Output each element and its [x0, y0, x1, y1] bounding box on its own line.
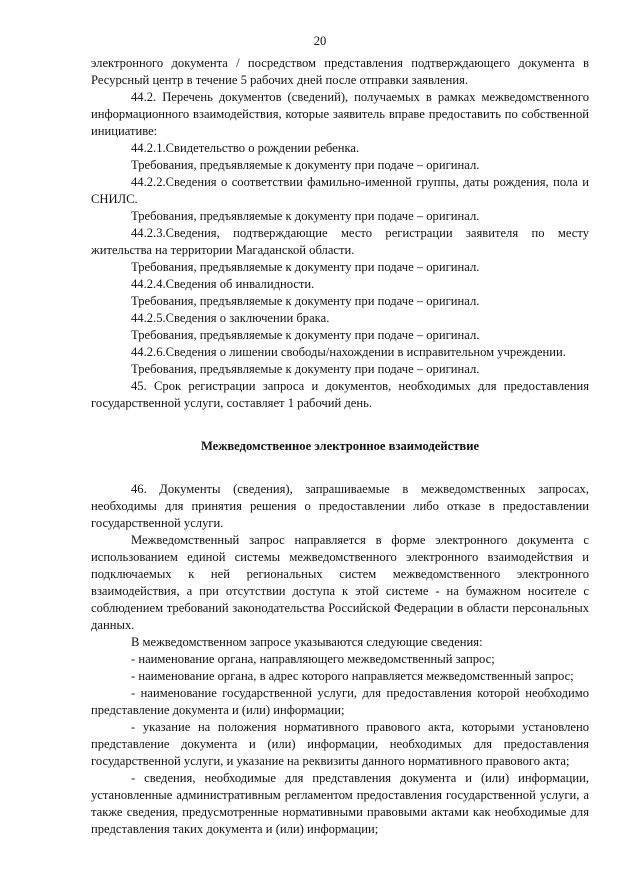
section-heading: Межведомственное электронное взаимодействие	[200, 439, 480, 453]
paragraph: 44.2.5.Сведения о заключении брака.	[131, 311, 330, 325]
paragraph: Требования, предъявляемые к документу при подаче – оригинал.	[131, 294, 480, 308]
paragraph: 44.2.4.Сведения об инвалидности.	[131, 277, 315, 291]
paragraph: 44.2. Перечень документов (сведений), получаемых в рамках межведомственного информационного взаимодействия, которые заявитель вправе предоставить по собственной инициативе:	[91, 90, 589, 138]
paragraph: 45. Срок регистрации запроса и документов, необходимых для предоставления государственной услуги, составляет 1 рабочий день.	[91, 379, 589, 410]
paragraph: 44.2.2.Сведения о соответствии фамильно-именной группы, даты рождения, пола и СНИЛС.	[91, 175, 589, 206]
paragraph: 44.2.6.Сведения о лишении свободы/нахождении в исправительном учреждении.	[131, 345, 566, 359]
paragraph: Требования, предъявляемые к документу при подаче – оригинал.	[131, 328, 480, 342]
page-number: 20	[313, 34, 327, 48]
paragraph: Требования, предъявляемые к документу при подаче – оригинал.	[131, 158, 480, 172]
paragraph: электронного документа / посредством представления подтверждающего документа в Ресурсный центр в течение 5 рабочих дней после отправки заявления.	[91, 56, 589, 87]
paragraph: 46. Документы (сведения), запрашиваемые в межведомственных запросах, необходимы для принятия решения о предоставлении либо отказе в предоставлении государственной услуги.	[91, 482, 589, 530]
paragraph: 44.2.3.Сведения, подтверждающие место регистрации заявителя по месту жительства на территории Магаданской области.	[91, 226, 589, 257]
paragraph: - сведения, необходимые для представления документа и (или) информации, установленные административным регламентом предоставления государственной услуги, а также сведения, предусмотренные нормативными правовыми актами как необходимые для представления таких документа и (или) информации;	[91, 771, 589, 836]
document-body	[91, 55, 589, 838]
paragraph: Межведомственный запрос направляется в форме электронного документа с использованием единой системы межведомственного электронного взаимодействия и подключаемых к ней региональных систем межведомственного электронного взаимодействия, а при отсутствии доступа к этой системе - на бумажном носителе с соблюдением требований законодательства Российской Федерации в области персональных данных.	[91, 533, 589, 632]
paragraph: - указание на положения нормативного правового акта, которыми установлено представление документа и (или) информации, необходимых для предоставления государственной услуги, и указание на реквизиты данного нормативного правового акта;	[91, 720, 589, 768]
paragraph: В межведомственном запросе указываются следующие сведения:	[131, 635, 483, 649]
paragraph: Требования, предъявляемые к документу при подаче – оригинал.	[131, 260, 480, 274]
paragraph: - наименование органа, направляющего межведомственный запрос;	[131, 652, 495, 666]
paragraph: - наименование органа, в адрес которого направляется межведомственный запрос;	[131, 669, 574, 683]
paragraph: 44.2.1.Свидетельство о рождении ребенка.	[131, 141, 360, 155]
paragraph: Требования, предъявляемые к документу при подаче – оригинал.	[131, 209, 480, 223]
paragraph: - наименование государственной услуги, для предоставления которой необходимо представление документа и (или) информации;	[91, 686, 589, 717]
paragraphs-after	[91, 481, 589, 838]
paragraphs-before	[91, 55, 589, 412]
paragraph: Требования, предъявляемые к документу при подаче – оригинал.	[131, 362, 480, 376]
